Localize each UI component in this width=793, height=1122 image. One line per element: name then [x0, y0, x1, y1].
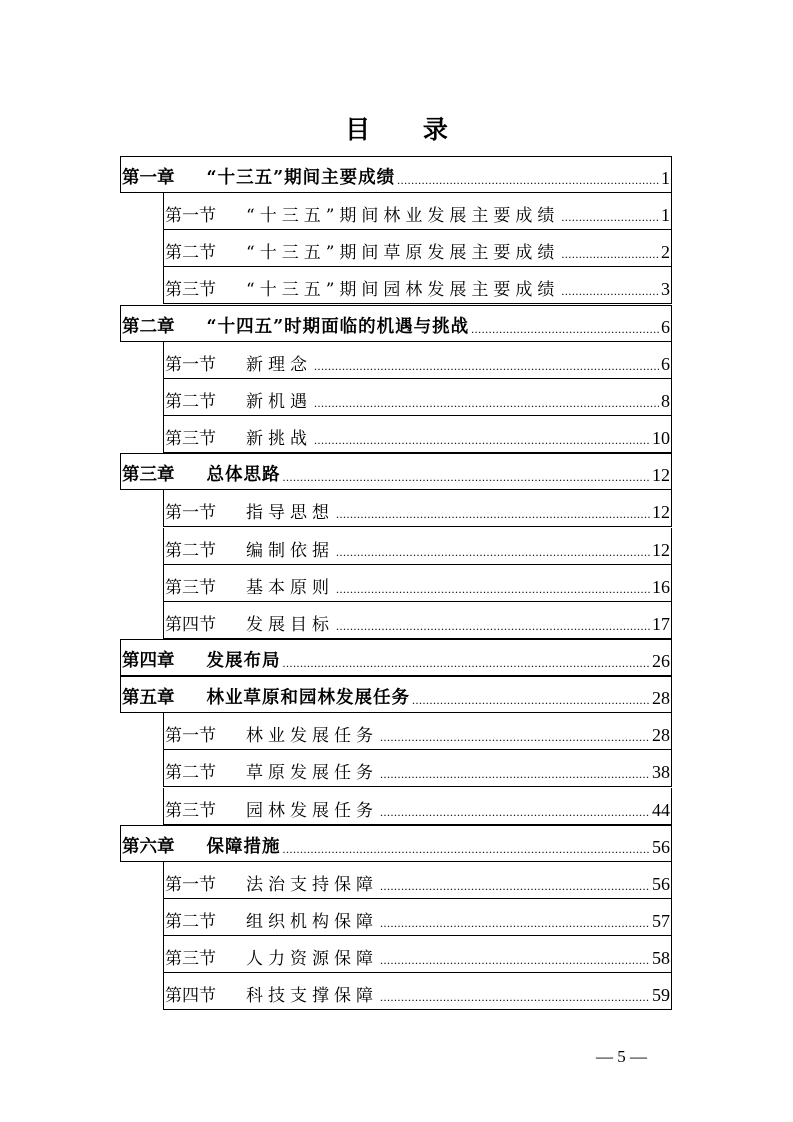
toc-entry-title: 组织机构保障 [246, 912, 378, 932]
toc-chapter-row[interactable] [120, 305, 672, 342]
toc-section-row[interactable] [163, 230, 672, 267]
toc-section-row[interactable] [163, 193, 672, 230]
toc-entry-number: 第二节 [165, 540, 216, 561]
toc-section-row[interactable] [163, 490, 672, 527]
dot-leader [314, 433, 650, 448]
toc-entry-page: 1 [661, 168, 670, 188]
toc-entry-title: 新挑战 [246, 429, 312, 450]
dot-leader [283, 470, 651, 485]
toc-entry-page: 38 [652, 762, 670, 783]
toc-section-row[interactable] [163, 973, 672, 1010]
dot-leader [380, 767, 650, 782]
toc-entry-title: “十三五”期间林业发展主要成绩 [246, 206, 560, 227]
dot-leader [561, 210, 659, 225]
toc-entry-number: 第五章 [122, 688, 175, 709]
dot-leader [380, 730, 650, 745]
toc-entry-title: 基本原则 [246, 577, 334, 598]
toc-section-row[interactable] [163, 899, 672, 936]
toc-entry-page: 58 [652, 948, 670, 969]
toc-entry-title: “十三五”期间主要成绩 [206, 168, 396, 188]
toc-section-row[interactable] [163, 713, 672, 750]
toc-chapter-row[interactable] [120, 639, 672, 676]
toc-section-row[interactable] [163, 788, 672, 825]
toc-section-row[interactable] [163, 379, 672, 416]
toc-entry-page: 56 [652, 836, 670, 857]
toc-entry-title: 指导思想 [246, 503, 334, 524]
toc-entry-title: 新理念 [246, 354, 312, 375]
page-title: 目 录 [345, 115, 470, 144]
dot-leader [314, 396, 659, 411]
toc-entry-number: 第一节 [165, 206, 216, 227]
toc-entry-page: 12 [652, 502, 670, 523]
toc-chapter-row[interactable] [120, 676, 672, 713]
dot-leader [397, 173, 659, 188]
toc-entry-number: 第一章 [122, 168, 175, 188]
toc-section-row[interactable] [163, 862, 672, 899]
toc-entry-number: 第四节 [165, 614, 216, 635]
toc-entry-number: 第二节 [165, 243, 216, 264]
toc-entry-number: 第一节 [165, 726, 216, 747]
toc-entry-page: 44 [652, 799, 670, 820]
toc-entry-title: “十三五”期间园林发展主要成绩 [246, 280, 560, 301]
toc-entry-title: 园林发展任务 [246, 800, 378, 821]
toc-section-row[interactable] [163, 267, 672, 304]
toc-entry-number: 第三节 [165, 577, 216, 598]
dot-leader [380, 990, 650, 1005]
dot-leader [380, 953, 650, 968]
toc-chapter-row[interactable] [120, 156, 672, 193]
toc-entry-title: 编制依据 [246, 540, 334, 561]
toc-entry-title: 新机遇 [246, 391, 312, 412]
toc-entry-page: 6 [661, 353, 670, 374]
toc-entry-number: 第二节 [165, 763, 216, 784]
toc-entry-title: 保障措施 [206, 836, 281, 857]
toc-entry-number: 第三节 [165, 800, 216, 821]
dot-leader [336, 507, 650, 522]
toc-entry-page: 26 [652, 650, 670, 671]
toc-entry-number: 第二节 [165, 912, 216, 932]
toc-entry-page: 6 [661, 316, 670, 337]
toc-section-row[interactable] [163, 528, 672, 565]
toc-entry-page: 12 [652, 465, 670, 486]
toc-entry-title: 科技支撑保障 [246, 986, 378, 1007]
toc-entry-number: 第三节 [165, 949, 216, 970]
toc-entry-title: “十三五”期间草原发展主要成绩 [246, 243, 560, 264]
toc-section-row[interactable] [163, 416, 672, 453]
toc-entry-page: 2 [661, 242, 670, 263]
toc-entry-number: 第二章 [122, 316, 175, 337]
toc-entry-page: 12 [652, 539, 670, 560]
toc-entry-title: 总体思路 [206, 465, 281, 486]
dot-leader [283, 842, 651, 857]
dot-leader [336, 582, 650, 597]
toc-section-row[interactable] [163, 565, 672, 602]
dot-leader [380, 879, 650, 894]
page-number: — 5 — [596, 1047, 647, 1066]
dot-leader [561, 284, 659, 299]
toc-entry-number: 第三节 [165, 429, 216, 450]
toc-entry-page: 57 [652, 911, 670, 931]
toc-entry-number: 第三章 [122, 465, 175, 486]
toc-chapter-row[interactable] [120, 825, 672, 862]
toc-entry-title: 发展布局 [206, 650, 281, 671]
dot-leader [283, 656, 651, 671]
dot-leader [380, 916, 650, 931]
dot-leader [336, 545, 650, 560]
dot-leader [336, 619, 650, 634]
toc-entry-title: 林业发展任务 [246, 726, 378, 747]
toc-entry-page: 28 [652, 688, 670, 709]
dot-leader [380, 805, 650, 820]
toc-entry-title: 发展目标 [246, 614, 334, 635]
toc-section-row[interactable] [163, 750, 672, 787]
toc-entry-number: 第四章 [122, 650, 175, 671]
dot-leader [561, 247, 659, 262]
toc-chapter-row[interactable] [120, 453, 672, 490]
toc-entry-number: 第一节 [165, 874, 216, 895]
toc-entry-title: 草原发展任务 [246, 763, 378, 784]
toc-section-row[interactable] [163, 602, 672, 639]
dot-leader [471, 322, 659, 337]
toc-entry-number: 第一节 [165, 354, 216, 375]
toc-entry-page: 16 [652, 576, 670, 597]
toc-entry-page: 8 [661, 390, 670, 411]
toc-entry-number: 第三节 [165, 280, 216, 301]
toc-entry-title: “十四五”时期面临的机遇与挑战 [206, 316, 470, 337]
toc-entry-number: 第四节 [165, 986, 216, 1007]
toc-entry-title: 人力资源保障 [246, 949, 378, 970]
toc-entry-page: 1 [661, 205, 670, 226]
toc-entry-number: 第六章 [122, 836, 175, 857]
toc-entry-page: 3 [661, 279, 670, 300]
toc-entry-page: 28 [652, 725, 670, 746]
toc-section-row[interactable] [163, 342, 672, 379]
toc-entry-number: 第一节 [165, 503, 216, 524]
toc-entry-title: 法治支持保障 [246, 874, 378, 895]
toc-entry-page: 10 [652, 428, 670, 449]
toc-entry-page: 17 [652, 613, 670, 634]
toc-entry-page: 59 [652, 985, 670, 1006]
toc-entry-number: 第二节 [165, 391, 216, 412]
toc-section-row[interactable] [163, 936, 672, 973]
toc-entry-page: 56 [652, 873, 670, 894]
dot-leader [314, 359, 659, 374]
dot-leader [412, 693, 650, 708]
toc-entry-title: 林业草原和园林发展任务 [206, 688, 410, 709]
